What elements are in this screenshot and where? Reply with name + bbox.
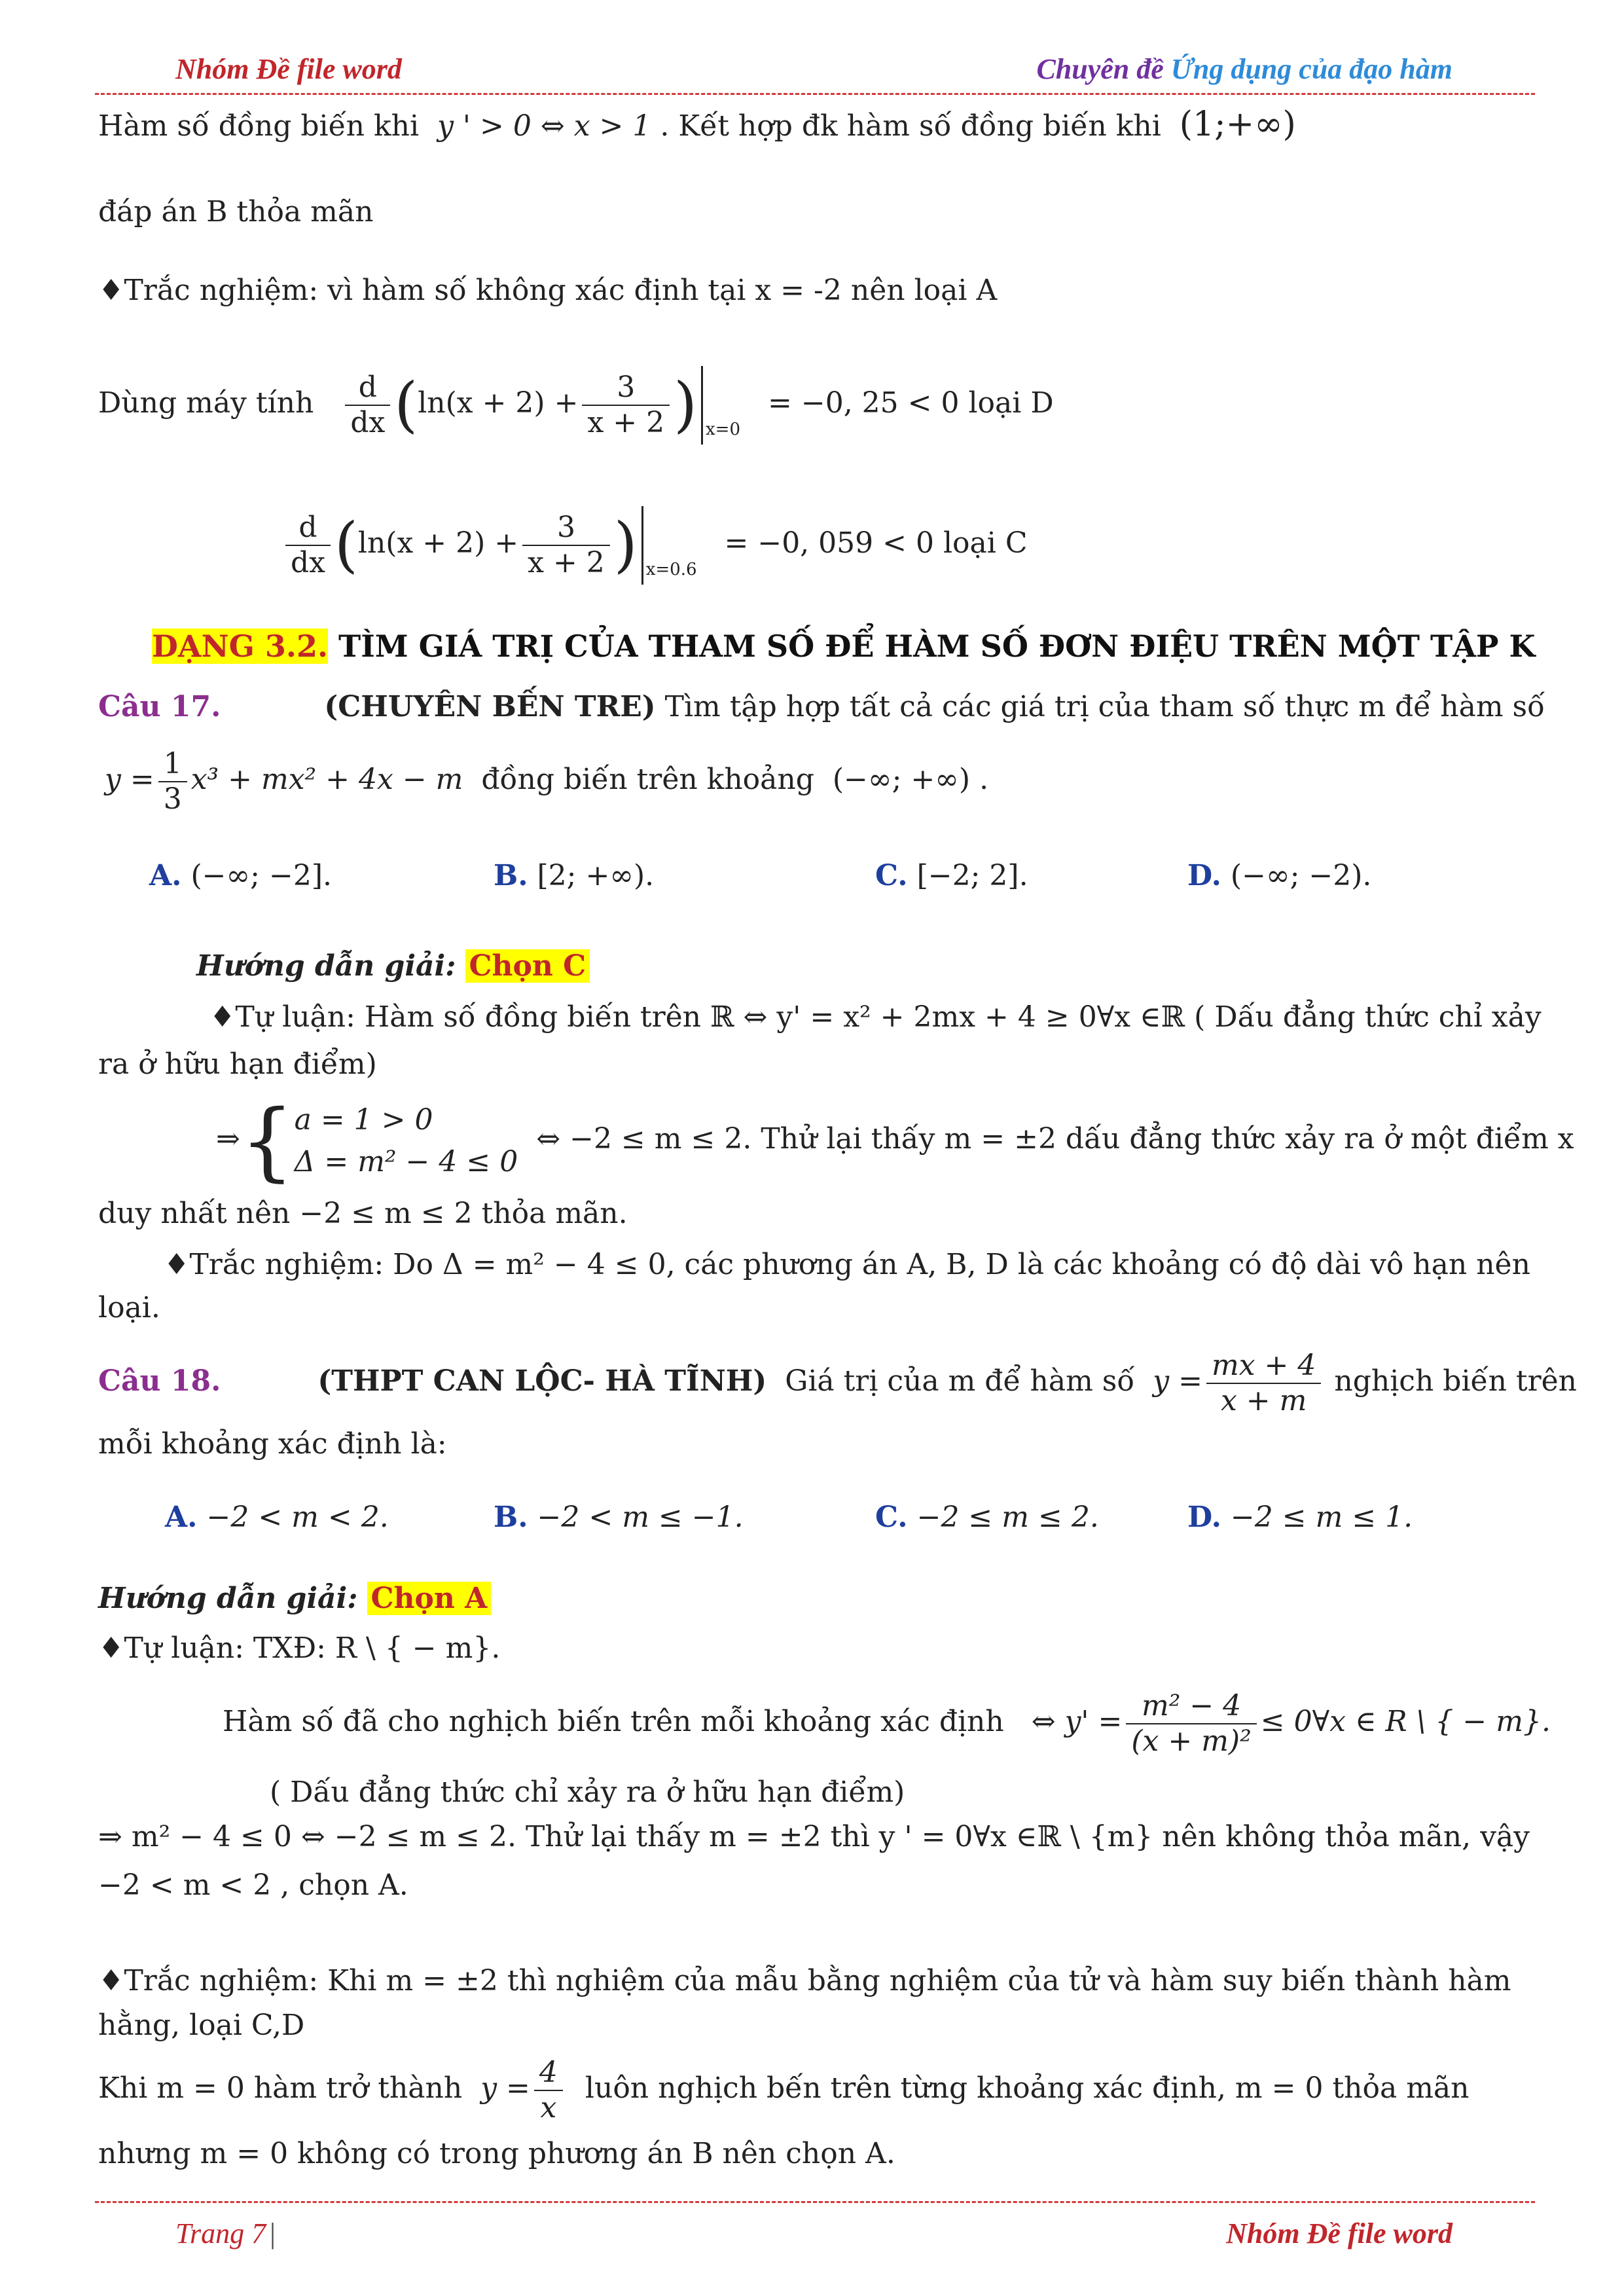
q17-period: . [979,763,989,796]
q17-line-1 [98,689,1545,725]
header-right [1036,52,1453,86]
section-text: TÌM GIÁ TRỊ CỦA THAM SỐ ĐỂ HÀM SỐ ĐƠN ĐIỆU TRÊN MỘT TẬP K [327,629,1536,664]
q17-func-tail: đồng biến trên khoảng [481,763,814,796]
calc-1-dx: dx [350,405,386,439]
q17-label: Câu 17. [98,690,221,723]
q17-sys-2: Δ = m² − 4 ≤ 0 [294,1144,518,1178]
calc-1-rparen: ) [674,369,698,440]
q17-tl-line-1: ♦Tự luận: Hàm số đồng biến trên ℝ ⇔ y' = x² + 2mx + 4 ≥ 0∀x ∈ℝ ( Dấu đẳng thức chỉ xảy [209,1000,1542,1034]
q17-option-c-key: C. [875,859,908,892]
q18-tn-line-1: ♦Trắc nghiệm: Khi m = ±2 thì nghiệm của mẫu bằng nghiệm của tử và hàm suy biến thành hàm [98,1964,1511,1997]
section-title [152,629,1535,664]
calc-2-evalbar [641,506,643,585]
calc-1-evalbar [701,366,703,445]
q17-sys-1: a = 1 > 0 [294,1102,433,1137]
footer-rule [95,2201,1535,2203]
q18-option-c[interactable] [875,1501,1099,1534]
calc-line-1 [98,344,1532,462]
q18-tn-frac [534,2056,563,2125]
q17-func-prefix: y = [105,763,154,796]
q17-guide-label: Hướng dẫn giải: [196,949,456,983]
top-line-1-interval: (1;+∞) [1179,105,1296,144]
calc-2-derivative [285,511,331,580]
q17-tn-line-2: loại. [98,1291,160,1324]
q17-func-den: 3 [163,782,182,816]
q17-option-a[interactable] [149,859,332,892]
q18-tl-line-5: −2 < m < 2 , chọn A. [98,1868,408,1902]
q18-tl-den: (x + m)² [1131,1724,1252,1758]
q18-tn-line-3 [98,2049,1532,2128]
top-line-1-cond: y ' > 0 ⇔ x > 1 [437,109,651,143]
q17-option-b[interactable] [494,859,654,892]
q18-tn-line-3-y: y = [480,2071,530,2105]
q17-option-c[interactable] [875,859,1028,892]
q17-option-d-key: D. [1187,859,1221,892]
q18-guide-choice: Chọn A [367,1582,492,1615]
calc-2-ln: ln(x + 2) + [357,526,519,560]
calc-1-fraction [582,371,670,440]
q17-func-frac [158,747,187,816]
calc-2-sub: x=0.6 [645,560,697,579]
q18-source: (THPT CAN LỘC- HÀ TĨNH) [317,1364,767,1398]
q18-tl-line-3: ( Dấu đẳng thức chỉ xảy ra ở hữu hạn điểm) [270,1776,905,1809]
q17-option-b-key: B. [494,859,528,892]
q18-tl-line-1: ♦Tự luận: TXĐ: R \ { − m}. [98,1631,501,1665]
q17-text: Tìm tập hợp tất cả các giá trị của tham số thực m để hàm số [664,690,1545,723]
calc-line-2 [281,484,1624,602]
q18-tl-line-2-text: Hàm số đã cho nghịch biến trên mỗi khoảng xác định [223,1705,1004,1738]
q17-system-line [216,1087,1624,1192]
footer-page: Trang 7 [175,2217,266,2250]
top-line-1-text2: . Kết hợp đk hàm số đồng biến khi [660,109,1161,143]
q17-brace: { [240,1091,295,1191]
q18-tn-line-2: hằng, loại C,D [98,2009,305,2042]
q18-tl-line-4: ⇒ m² − 4 ≤ 0 ⇔ −2 ≤ m ≤ 2. Thử lại thấy m = ±2 thì y ' = 0∀x ∈ℝ \ {m} nên không thỏa mãn, vậy [98,1820,1530,1853]
calc-1-sub: x=0 [706,420,741,439]
header-left: Nhóm Đề file word [175,53,402,85]
q17-tn-line-1: ♦Trắc nghiệm: Do Δ = m² − 4 ≤ 0, các phương án A, B, D là các khoảng có độ dài vô hạn nên [164,1248,1530,1281]
q18-guide-label: Hướng dẫn giải: [98,1582,358,1615]
q17-option-a-key: A. [149,859,182,892]
q18-option-d-key: D. [1187,1501,1221,1534]
q18-options [0,1501,1624,1540]
q18-func-num: mx + 4 [1206,1349,1321,1384]
top-line-3: ♦Trắc nghiệm: vì hàm số không xác định tại x = -2 nên loại A [98,274,998,307]
calc-2-xplus2: x + 2 [528,545,605,579]
header-right-highlight: Ứng dụng của đạo hàm [1170,53,1453,85]
q18-option-d[interactable] [1187,1501,1413,1534]
q17-sys-arrow: ⇒ [216,1122,240,1156]
q18-tn-num: 4 [534,2056,563,2091]
calc-1-d: d [345,371,390,406]
q17-option-b-value: [2; +∞). [537,859,655,892]
q18-tn-line-3-b: luôn nghịch bến trên từng khoảng xác định, m = 0 thỏa mãn [585,2071,1470,2105]
q17-guide [196,948,1624,985]
q17-line-2 [105,737,1538,822]
q17-option-c-value: [−2; 2]. [916,859,1028,892]
footer-left [175,2217,276,2250]
calc-2-result: = −0, 059 < 0 loại C [724,526,1028,560]
q17-option-a-value: (−∞; −2]. [190,859,332,892]
q18-func-frac [1206,1349,1321,1418]
q18-tn-line-4: nhưng m = 0 không có trong phương án B nên chọn A. [98,2137,895,2170]
q18-tl-line-2-tail: ≤ 0∀x ∈ R \ { − m}. [1260,1705,1551,1738]
calc-2-fraction [522,511,610,580]
calc-1-xplus2: x + 2 [587,405,665,439]
q18-func-prefix: y = [1153,1364,1203,1398]
q18-option-a[interactable] [165,1501,389,1534]
q18-option-a-key: A. [165,1501,198,1534]
calc-1-prefix: Dùng máy tính [98,386,314,420]
calc-2-d: d [285,511,331,546]
top-line-2: đáp án B thỏa mãn [98,195,374,228]
q18-tl-num: m² − 4 [1126,1689,1256,1724]
q18-guide [98,1580,1532,1617]
q17-tl-line-4: duy nhất nên −2 ≤ m ≤ 2 thỏa mãn. [98,1197,628,1230]
q17-options [0,859,1624,898]
q18-option-b-key: B. [494,1501,528,1534]
header-rule [95,93,1535,95]
q18-tl-line-2 [223,1676,1624,1768]
calc-2-lparen: ( [334,509,358,580]
q18-line-1 [98,1342,1577,1421]
q18-text: Giá trị của m để hàm số [785,1364,1135,1398]
header-right-prefix: Chuyên đề [1036,53,1171,85]
calc-1-lparen: ( [394,369,418,440]
q18-option-b-value: −2 < m ≤ −1. [537,1501,744,1534]
q18-option-c-value: −2 ≤ m ≤ 2. [916,1501,1099,1534]
q17-system [295,1099,518,1183]
calc-2-dx: dx [291,545,325,579]
q18-option-b[interactable] [494,1501,744,1534]
q17-guide-choice: Chọn C [465,949,590,983]
footer-right: Nhóm Đề file word [1226,2217,1453,2250]
q17-interval: (−∞; +∞) [832,763,971,796]
footer-separator: | [270,2217,276,2250]
section-tag: DẠNG 3.2. [152,629,328,664]
q18-func-den: x + m [1221,1383,1307,1417]
q18-tl-line-2-eq: ⇔ y' = [1031,1705,1123,1738]
q18-option-d-value: −2 ≤ m ≤ 1. [1230,1501,1413,1534]
q17-option-d-value: (−∞; −2). [1230,859,1372,892]
q17-source: (CHUYÊN BẾN TRE) [324,690,656,723]
calc-2-three: 3 [522,511,610,546]
calc-1-three: 3 [582,371,670,406]
calc-1-derivative [345,371,390,440]
calc-2-rparen: ) [613,509,638,580]
q18-option-a-value: −2 < m < 2. [206,1501,389,1534]
calc-1-result: = −0, 25 < 0 loại D [767,386,1054,420]
q17-tl-line-2: ra ở hữu hạn điểm) [98,1048,377,1081]
top-line-1-text: Hàm số đồng biến khi [98,109,420,143]
q18-text-tail: nghịch biến trên [1334,1364,1577,1398]
calc-1-ln: ln(x + 2) + [418,386,579,420]
q18-line-2: mỗi khoảng xác định là: [98,1427,447,1461]
q17-option-d[interactable] [1187,859,1371,892]
q17-sys-rest: ⇔ −2 ≤ m ≤ 2. Thử lại thấy m = ±2 dấu đẳng thức xảy ra ở một điểm x [536,1122,1574,1156]
q17-func-rest: x³ + mx² + 4x − m [190,763,463,796]
q17-func-num: 1 [158,747,187,782]
q18-option-c-key: C. [875,1501,908,1534]
q18-label: Câu 18. [98,1364,221,1398]
q18-tl-frac [1126,1689,1256,1758]
q18-tn-den: x [540,2090,557,2124]
q18-tn-line-3-a: Khi m = 0 hàm trở thành [98,2071,463,2105]
top-line-1 [98,106,1532,145]
